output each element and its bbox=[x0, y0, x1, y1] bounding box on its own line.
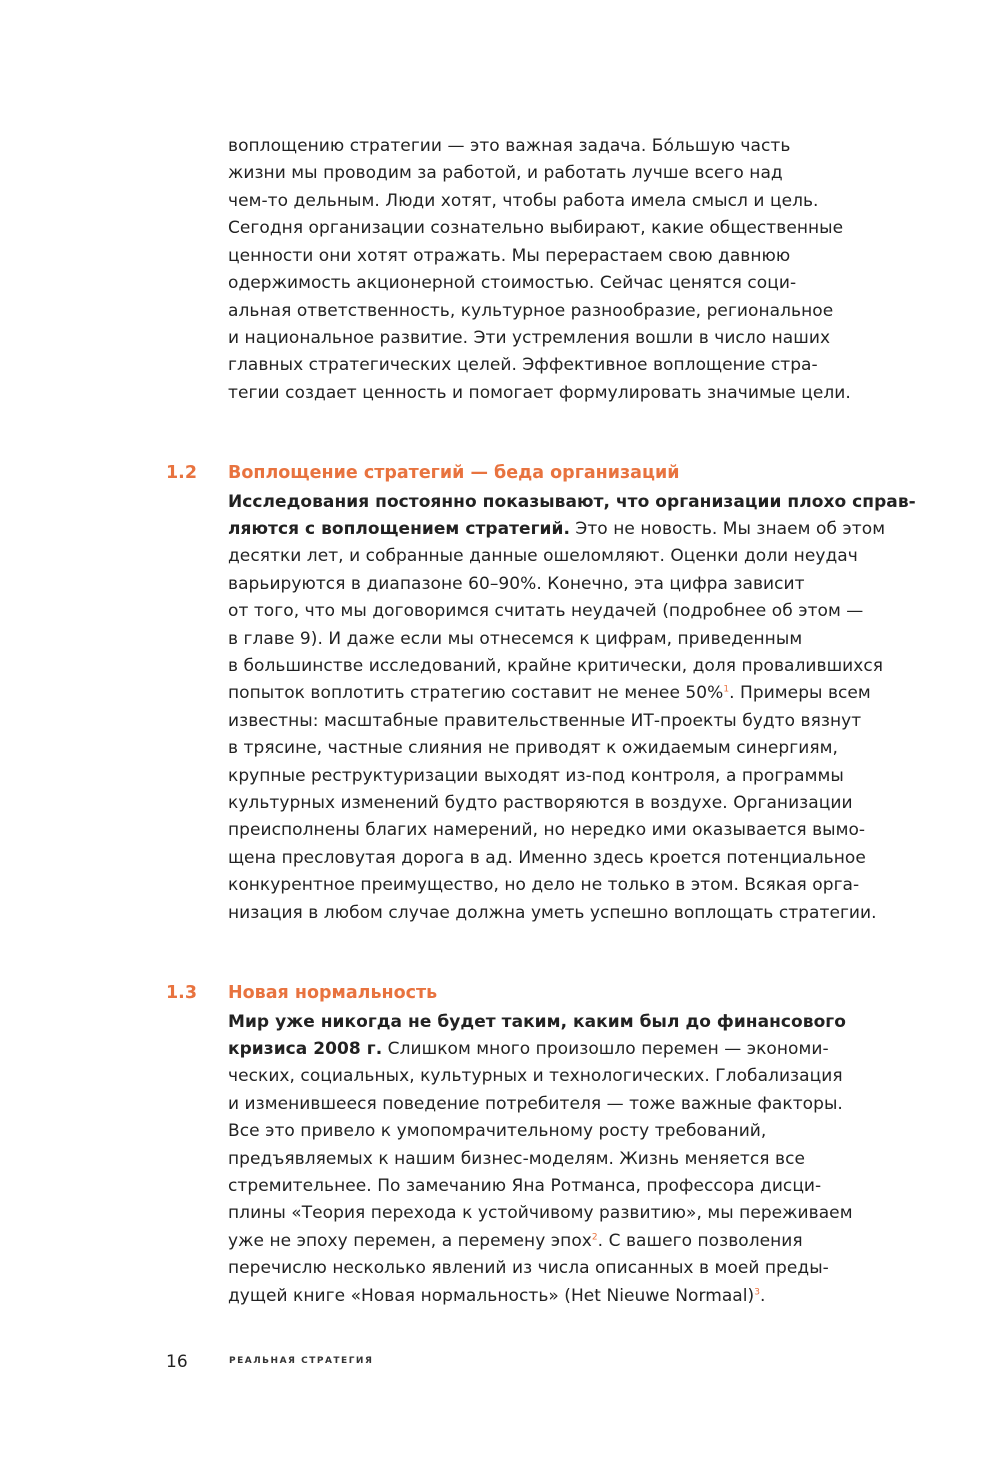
text-line: в трясине, частные слияния не приводят к ожидаемым синергиям, bbox=[228, 738, 838, 758]
section-title: Новая нормальность bbox=[228, 983, 438, 1003]
text-line: Сегодня организации сознательно выбирают, какие общественные bbox=[228, 218, 844, 238]
text-line: Все это привело к умопомрачительному росту требований, bbox=[228, 1121, 767, 1141]
text-line: перечислю несколько явлений из числа описанных в моей преды- bbox=[228, 1258, 829, 1278]
section-number: 1.2 bbox=[166, 463, 198, 483]
page-number: 16 bbox=[166, 1352, 188, 1372]
text-line: известны: масштабные правительственные ИТ-проекты будто вязнут bbox=[228, 711, 862, 731]
lead-sentence: Мир уже никогда не будет таким, каким был до финансового bbox=[228, 1012, 846, 1032]
text-fragment: попыток воплотить стратегию составит не менее 50% bbox=[228, 683, 724, 703]
text-line: крупные реструктуризации выходят из-под контроля, а программы bbox=[228, 766, 844, 786]
text-line: предъявляемых к нашим бизнес-моделям. Жизнь меняется все bbox=[228, 1149, 805, 1169]
text-line: преисполнены благих намерений, но нередко ими оказывается вымо- bbox=[228, 820, 866, 840]
text-line: от того, что мы договоримся считать неудачей (подробнее об этом — bbox=[228, 601, 864, 621]
text-line: конкурентное преимущество, но дело не только в этом. Всякая орга- bbox=[228, 875, 860, 895]
lead-sentence: Исследования постоянно показывают, что организации плохо справ- bbox=[228, 492, 916, 512]
text-line: в большинстве исследований, крайне критически, доля провалившихся bbox=[228, 656, 884, 676]
running-title: РЕАЛЬНАЯ СТРАТЕГИЯ bbox=[229, 1356, 374, 1366]
text-line bbox=[228, 680, 871, 707]
text-line bbox=[228, 1283, 765, 1310]
text-line: и изменившееся поведение потребителя — тоже важные факторы. bbox=[228, 1094, 843, 1114]
section-title: Воплощение стратегий — беда организаций bbox=[228, 463, 680, 483]
text-line: тегии создает ценность и помогает формулировать значимые цели. bbox=[228, 383, 851, 403]
text-line: одержимость акционерной стоимостью. Сейчас ценятся соци- bbox=[228, 273, 797, 293]
text-line: низация в любом случае должна уметь успешно воплощать стратегии. bbox=[228, 903, 877, 923]
lead-sentence-end: ляются с воплощением стратегий. bbox=[228, 519, 570, 539]
footnote-marker[interactable]: 3 bbox=[754, 1287, 761, 1298]
text-fragment: . Примеры всем bbox=[729, 683, 871, 703]
text-line bbox=[228, 516, 885, 543]
text-line bbox=[228, 1036, 829, 1063]
text-line: главных стратегических целей. Эффективное воплощение стра- bbox=[228, 355, 818, 375]
text-fragment: Слишком много произошло перемен — экономи- bbox=[382, 1039, 829, 1059]
text-line bbox=[228, 1228, 803, 1255]
text-line: плины «Теория перехода к устойчивому развитию», мы переживаем bbox=[228, 1203, 853, 1223]
text-fragment: Это не новость. Мы знаем об этом bbox=[569, 519, 886, 539]
section-number: 1.3 bbox=[166, 983, 198, 1003]
text-line: жизни мы проводим за работой, и работать лучше всего над bbox=[228, 163, 783, 183]
text-line: чем-то дельным. Люди хотят, чтобы работа имела смысл и цель. bbox=[228, 191, 819, 211]
text-fragment: . С вашего позволения bbox=[597, 1231, 803, 1251]
text-line: ческих, социальных, культурных и технологических. Глобализация bbox=[228, 1066, 843, 1086]
footnote-marker[interactable]: 1 bbox=[723, 684, 730, 695]
lead-sentence-end: кризиса 2008 г. bbox=[228, 1039, 383, 1059]
text-line: ценности они хотят отражать. Мы перерастаем свою давнюю bbox=[228, 246, 791, 266]
text-line: варьируются в диапазоне 60–90%. Конечно, эта цифра зависит bbox=[228, 574, 805, 594]
text-fragment: уже не эпоху перемен, а перемену эпох bbox=[228, 1231, 592, 1251]
text-line: и национальное развитие. Эти устремления вошли в число наших bbox=[228, 328, 831, 348]
text-line: стремительнее. По замечанию Яна Ротманса, профессора дисци- bbox=[228, 1176, 822, 1196]
text-line: культурных изменений будто растворяются в воздухе. Организации bbox=[228, 793, 853, 813]
text-line: десятки лет, и собранные данные ошеломляют. Оценки доли неудач bbox=[228, 546, 858, 566]
text-line: в главе 9). И даже если мы отнесемся к цифрам, приведенным bbox=[228, 629, 803, 649]
text-fragment: дущей книге «Новая нормальность» (Het Nieuwe Normaal) bbox=[228, 1286, 755, 1306]
text-fragment: . bbox=[760, 1286, 766, 1306]
footnote-marker[interactable]: 2 bbox=[591, 1232, 598, 1243]
text-line: щена пресловутая дорога в ад. Именно здесь кроется потенциальное bbox=[228, 848, 866, 868]
text-line: альная ответственность, культурное разнообразие, региональное bbox=[228, 301, 834, 321]
text-line: воплощению стратегии — это важная задача. Бо́льшую часть bbox=[228, 136, 791, 156]
